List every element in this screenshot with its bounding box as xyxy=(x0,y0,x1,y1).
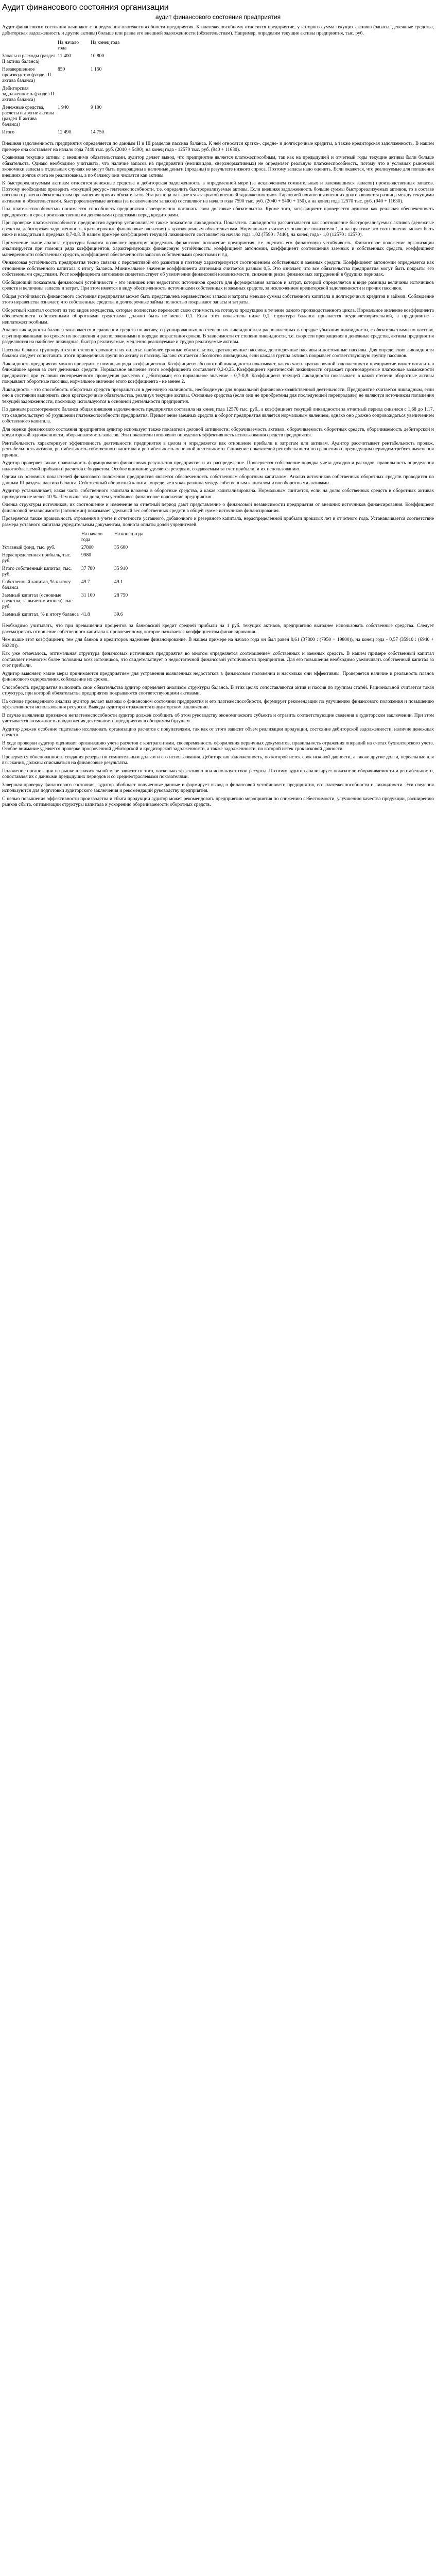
table-cell-end: 49.1 xyxy=(114,580,123,585)
paragraph: Для оценки финансового состояния предприятия аудитор использует также показатели деловой активности: оборачиваемость активов, оборачиваемость оборотных средств, оборачиваемость дебиторской и кредиторской задолженности, оборачиваемость запасов. Эти показатели позволяют определить эффективность использования средств предприятия. xyxy=(2,427,434,438)
table-row-label: Дебиторская задолженность (раздел II актива баланса) xyxy=(2,86,55,103)
paragraph: Внешняя задолженность предприятия определяется по данным II и III разделов пассива баланса. К ней относятся кратко-, средне- и долгосрочные кредиты, а также кредиторская задолженность. В нашем примере она составляет на начало года 7440 тыс. руб. (2040 + 5400), на конец года - 12570 тыс. руб. (940 + 11630). xyxy=(2,141,434,152)
table-cell-start: 41.8 xyxy=(81,612,90,617)
paragraph: В ходе проверки аудитор оценивает организацию учета расчетов с контрагентами, своевременность оформления первичных документов, правильность отражения операций на счетах бухгалтерского учета. Особое внимание уделяется проверке просроченной дебиторской и кредиторской задолженности, а также задолженности, по которой истек срок исковой давности. xyxy=(2,740,434,752)
table-row-label: Заемный капитал, % к итогу баланса xyxy=(2,612,79,617)
table-row xyxy=(2,612,152,619)
paragraph: Ликвидность - это способность оборотных средств превращаться в денежную наличность, необходимую для нормальной финансово-хозяйственной деятельности. Предприятие считается ликвидным, если оно в состоянии выполнять свои краткосрочные обязательства, реализуя текущие активы. Основные средства (если они не приобретены для последующей перепродажи) не являются источником погашения текущей задолженности, поскольку используются в основной деятельности предприятия. xyxy=(2,387,434,404)
table-header-end: На конец года xyxy=(91,40,120,45)
paragraph: Проверяется также правильность отражения в учете и отчетности уставного, добавочного и резервного капитала, нераспределенной прибыли прошлых лет и отчетного года. Устанавливается соответствие размера уставного капитала учредительным документам, полнота оплаты долей учредителей. xyxy=(2,516,434,528)
table-header-row xyxy=(2,531,152,545)
table-cell-end: 39.6 xyxy=(114,612,123,617)
table-cell-end: 14 750 xyxy=(91,130,104,135)
table-cell-start: 1 940 xyxy=(58,105,69,110)
table-row-label: Заемный капитал (основные средства, за вычетом износа), тыс. руб. xyxy=(2,593,74,609)
table-cell-start: 850 xyxy=(58,67,65,72)
table-row xyxy=(2,552,152,566)
table-row xyxy=(2,129,129,137)
paragraph: Применение выше анализа структуры баланса позволяет аудитору определить финансовое положение предприятия, т.е. оценить его финансовую устойчивость. Финансовое положение организации анализируется при помощи ряда коэффициентов, характеризующих финансовую устойчивость: коэффициент автономии, коэффициент соотношения заемных и собственных средств, коэффициент маневренности собственных средств, коэффициент обеспеченности запасов собственными средствами и т.д. xyxy=(2,240,434,258)
paragraph: Рентабельность характеризует эффективность деятельности предприятия в целом и определяется как отношение прибыли к затратам или активам. Аудитор рассчитывает рентабельность продаж, рентабельность активов, рентабельность собственного капитала и рентабельность основной деятельности. Снижение показателей рентабельности по сравнению с предыдущим периодом требует выяснения причин. xyxy=(2,440,434,458)
table-cell-end: 9 100 xyxy=(91,105,102,110)
table-cell-start: 37 780 xyxy=(81,566,95,571)
table-cell-end: 35 910 xyxy=(114,566,128,571)
table-row xyxy=(2,86,129,105)
capital-structure-table xyxy=(2,531,152,619)
table-header-row xyxy=(2,40,129,53)
paragraph: Одним из основных показателей финансового положения предприятия является обеспеченность собственным оборотным капиталом. Анализ источников собственных оборотных средств проводится по данным III раздела пассива баланса. Собственный оборотный капитал определяется как разница между собственным капиталом и внеоборотными активами. xyxy=(2,474,434,486)
paragraph: По данным рассмотренного баланса общая внешняя задолженность предприятия составила на конец года 12570 тыс. руб., а коэффициент текущей ликвидности за отчетный период снизился с 1,68 до 1,17, что свидетельствует об ухудшении платежеспособности предприятия. Привлечение заемных средств в оборот предприятия является нормальным явлением, однако оно должно сопровождаться увеличением собственного капитала. xyxy=(2,407,434,424)
table-row-label: Запасы и расходы (раздел II актива баланса) xyxy=(2,54,56,64)
table-cell-end: 10 800 xyxy=(91,54,104,59)
table-row xyxy=(2,592,152,612)
table-row-label: Незавершенное производство (раздел II актива баланса) xyxy=(2,67,51,83)
paragraph: Аудитор устанавливает, какая часть собственного капитала вложена в оборотные средства, а какая капитализирована. Нормальным считается, если на долю собственных средств в оборотных активах приходится не менее 10 %. Чем выше эта доля, тем устойчивее финансовое положение предприятия. xyxy=(2,488,434,500)
paragraph: С целью повышения эффективности производства и сбыта продукции аудитор может рекомендовать предприятию мероприятия по снижению себестоимости, улучшению качества продукции, расширению рынков сбыта, оптимизации структуры капитала и ускорению оборачиваемости оборотных средств. xyxy=(2,796,434,807)
table-header-start: На начало года xyxy=(81,532,102,543)
paragraph: Аудитор выясняет, какие меры принимаются предприятием для устранения выявленных недостатков в финансовом положении и насколько они эффективны. Проверяется наличие и реальность планов финансового оздоровления, соблюдение их сроков. xyxy=(2,671,434,682)
document-subtitle: аудит финансового состояния предприятия xyxy=(155,13,281,21)
table-cell-start xyxy=(58,86,91,105)
table-row-label: Итого xyxy=(2,130,15,135)
paragraph: Оценка структуры источников, их соотношение и изменение за отчетный период дают представление о финансовой независимости предприятия от внешних источников финансирования. Коэффициент финансовой независимости (автономии) показывает удельный вес собственных средств в общей сумме источников финансирования. xyxy=(2,502,434,514)
table-cell-start: 31 100 xyxy=(81,593,95,598)
current-assets-table xyxy=(2,40,129,137)
paragraph: Анализ ликвидности баланса заключается в сравнении средств по активу, сгруппированных по степени их ликвидности и расположенных в порядке убывания ликвидности, с обязательствами по пассиву, сгруппированными по срокам их погашения и расположенными в порядке возрастания сроков. В зависимости от степени ликвидности, т.е. скорости превращения в денежные средства, активы предприятия разделяются на наиболее ликвидные, быстро реализуемые, медленно реализуемые и трудно реализуемые активы. xyxy=(2,328,434,345)
table-cell-start: 49.7 xyxy=(81,580,90,585)
table-row xyxy=(2,105,129,129)
paragraph: Чем выше этот коэффициент, тем для банков и кредиторов надежнее финансирование. В нашем примере на начало года он был равен 0,61 (37800 : (7950 + 19800)), на конец года - 0,57 (35910 : (6940 + 56220)). xyxy=(2,637,434,649)
table-cell-end: 28 750 xyxy=(114,593,128,598)
body-section-3 xyxy=(2,623,434,808)
table-row-label: Итого собственный капитал, тыс. руб. xyxy=(2,566,72,577)
body-section-1 xyxy=(2,141,434,360)
table-row xyxy=(2,579,152,592)
paragraph: Проверяется обоснованность создания резерва по сомнительным долгам и его использования. Дебиторская задолженность, по которой истек срок исковой давности, а также другие долги, нереальные для взыскания, должны списываться на финансовые результаты. xyxy=(2,754,434,766)
table-row-label: Нераспределенная прибыль, тыс. руб. xyxy=(2,553,72,564)
paragraph: К быстрореализуемым активам относятся денежные средства и дебиторская задолженность в определенной мере (за исключением сомнительных и залежавшихся запасов) производственных запасов. Поэтому необходимо проверить «текущий ресурс» платежеспособности, т.е. определить быстрореализуемые активы. Если внешняя задолженность больше суммы быстрореализуемых активов, то в составе пассива отражена обязательствам превышения прочих обязательств. Эта разница называется «закрытой внешней задолженностью». Гарантией погашения внешних долгов является разница между текущими активами и обязательствами. Быстрореализуемые активы (за исключением запасов) составляют на начало года 7590 тыс. руб. (2040 + 5400 + 150), а на конец года 12570 тыс. руб. (940 + 11630). xyxy=(2,181,434,204)
table-row-label: Денежные средства, расчеты и другие активы (раздел II актива баланса) xyxy=(2,105,54,127)
body-section-2 xyxy=(2,362,434,529)
paragraph: Сравнивая текущие активы с внешними обязательствами, аудитор делает вывод, что предприятие является платежеспособным, так как на предыдущей и отчетный годы текущие активы были больше обязательств. Однако необходимо учитывать, что наличие запасов на предприятии (неликвидов, сверхнормативных) не определяет реальную платежеспособность, потому что в условиях рыночной экономики запасы в отдельных случаях не могут быть превращены в наличные деньги (проданы) в результате низкого спроса. Поэтому запасы надо оценить. Если окажется, что реализуемые для погашения внешних долгов счета не реализованы, а по балансу они числятся как активы. xyxy=(2,155,434,178)
table-row xyxy=(2,545,152,552)
paragraph: Оборотный капитал состоит из тех видов имущества, которые полностью переносят свою стоимость на готовую продукцию в течение одного производственного цикла. Нормальное значение коэффициента обеспеченности собственными оборотными средствами должно быть не менее 0,1. Если этот показатель ниже 0,1, структура баланса признается неудовлетворительной, а предприятие - неплатежеспособным. xyxy=(2,308,434,325)
table-cell-start: 12 490 xyxy=(58,130,72,135)
table-cell-end: 35 600 xyxy=(114,545,128,550)
table-row xyxy=(2,53,129,66)
paragraph: Аудитор проверяет также правильность формирования финансовых результатов предприятия и их распределение. Проверяется соблюдение порядка учета доходов и расходов, правильность определения налогооблагаемой прибыли и расчетов с бюджетом. Особое внимание уделяется резервам, создаваемым за счет прибыли, и их использованию. xyxy=(2,461,434,472)
table-cell-start: 9980 xyxy=(81,553,91,558)
paragraph: Пассивы баланса группируются по степени срочности их оплаты: наиболее срочные обязательства, краткосрочные пассивы, долгосрочные пассивы и постоянные пассивы. Для определения ликвидности баланса следует сопоставить итоги приведенных групп по активу и пассиву. Баланс считается абсолютно ликвидным, если каждая группа активов покрывает соответствующую группу пассивов. xyxy=(2,347,434,359)
paragraph: Аудитор должен особенно тщательно исследовать организацию расчетов с покупателями, так как от этого зависит объем реализации продукции, состояние дебиторской задолженности, наличие денежных средств. xyxy=(2,726,434,738)
table-row xyxy=(2,66,129,86)
paragraph: На основе проведенного анализа аудитор делает выводы о финансовом состоянии предприятия и его платежеспособности, формирует рекомендации по улучшению финансового положения и повышению эффективности использования ресурсов. Выводы аудитора отражаются в аудиторском заключении. xyxy=(2,699,434,710)
table-header-end: На конец года xyxy=(114,532,144,537)
table-cell-end: 1 150 xyxy=(91,67,102,72)
paragraph: Положение организации на рынке в значительной мере зависит от того, насколько эффективно она использует свои ресурсы. Поэтому аудитор анализирует показатели оборачиваемости и рентабельности, сопоставляя их с данными предыдущих периодов и со среднеотраслевыми показателями. xyxy=(2,768,434,779)
paragraph: Обобщающий показатель финансовой устойчивости - это излишек или недостаток источников средств для формирования запасов и затрат, который определяется в виде разницы величины источников средств и величины запасов и затрат. При этом имеется в виду обеспеченность источниками собственных и заемных средств, за исключением кредиторской задолженности и прочих пассивов. xyxy=(2,280,434,291)
table-row xyxy=(2,566,152,579)
paragraph: В случае выявления признаков неплатежеспособности аудитор должен сообщить об этом руководству экономического субъекта и отразить соответствующие сведения в аудиторском заключении. При этом учитывается возможность продолжения деятельности предприятия в обозримом будущем. xyxy=(2,713,434,724)
document-title: Аудит финансового состояния организации xyxy=(2,3,169,12)
paragraph: Завершая проверку финансового состояния, аудитор обобщает полученные данные и формирует вывод о финансовой устойчивости предприятия, его платежеспособности и ликвидности. Эти сведения используются для подготовки аудиторского заключения и рекомендаций руководству предприятия. xyxy=(2,782,434,793)
table-row-label: Собственный капитал, % к итогу баланса xyxy=(2,580,71,590)
paragraph: При проверке платежеспособности предприятия аудитор устанавливает также показатели ликвидности. Показатель ликвидности рассчитывается как соотношение быстрореализуемых активов (денежные средства, дебиторская задолженность, краткосрочные финансовые вложения) к краткосрочным обязательствам. Нормальным считается значение показателя 1, а на практике это соотношение может быть ниже и находиться в пределах 0,7-0,8. В нашем примере коэффициент текущей ликвидности составляет на начало года 1,02 (7590 : 7440), на конец года - 1,0 (12570 : 12570). xyxy=(2,221,434,238)
paragraph: Общая устойчивость финансового состояния предприятия может быть представлена неравенством: запасы и затраты меньше суммы собственного капитала и долгосрочных кредитов и займов. Соблюдение этого неравенства означает, что собственные средства и долгосрочные займы полностью покрывают запасы и затраты. xyxy=(2,294,434,305)
intro-section xyxy=(2,25,434,37)
paragraph: Способность предприятия выполнять свои обязательства аудитор определяет анализом структуры баланса. В этих целях сопоставляются актив и пассив по группам статей. Рациональной считается такая структура, при которой обязательства предприятия покрываются соответствующими активами. xyxy=(2,685,434,696)
paragraph: Под платежеспособностью понимается способность предприятия своевременно погашать свои долговые обязательства. Кроме того, коэффициент проверяется аудитом как реальная обеспеченность предприятия в срок производственными денежными средствами перед кредиторами. xyxy=(2,207,434,218)
paragraph: Ликвидность предприятия можно проверить с помощью ряда коэффициентов. Коэффициент абсолютной ликвидности показывает, какую часть краткосрочной задолженности предприятие может погасить в ближайшее время за счет денежных средств. Нормальное значение этого коэффициента составляет 0,2-0,25. Коэффициент критической ликвидности отражает прогнозируемые платежные возможности предприятия при условии своевременного проведения расчетов с дебиторами; его нормальное значение - 0,7-0,8. Коэффициент текущей ликвидности показывает, в какой степени оборотные активы покрывают оборотные пассивы, нормальное значение этого коэффициента - не менее 2. xyxy=(2,361,434,384)
table-cell-start: 27800 xyxy=(81,545,94,550)
paragraph: Аудит финансового состояния начинают с определения платежеспособности предприятия. К платежеспособному относится предприятие, у которого сумма текущих активов (запасы, денежные средства, дебиторская задолженность и другие активы) больше или равна его внешней задолженности (обязательствам). Например, определим текущие активы предприятия, тыс. руб. xyxy=(2,25,434,36)
table-cell-end xyxy=(114,552,152,566)
table-header-start: На начало года xyxy=(58,40,79,51)
table-cell-start: 11 400 xyxy=(58,54,71,59)
table-row-label: Уставный фонд, тыс. руб. xyxy=(2,545,56,550)
paragraph: Необходимо учитывать, что при превышении процентов за банковский кредит средней прибыли на 1 руб. текущих активов, предприятию выгоднее использовать собственные средства. Следует рассматривать отношение собственного капитала к привлеченному, которое называется коэффициентом финансирования. xyxy=(2,623,434,635)
paragraph: Как уже отмечалось, оптимальная структура финансовых источников предприятия во многом определяется соотношением собственных и заемных средств. В нашем примере собственный капитал составляет немногим более половины всех источников, что свидетельствует о недостаточной финансовой устойчивости предприятия. Для его повышения необходимо увеличивать собственный капитал за счет прибыли. xyxy=(2,651,434,668)
paragraph: Финансовая устойчивость предприятия тесно связана с перспективой его развития и поэтому характеризуется соотношением собственных и заемных средств. Коэффициент автономии определяется как отношение собственного капитала к итогу баланса. Минимальное значение коэффициента автономии считается равным 0,5. Это означает, что все обязательства предприятия могут быть покрыты его собственными средствами. Рост коэффициента автономии свидетельствует об увеличении финансовой независимости, снижении риска финансовых затруднений в будущих периодах. xyxy=(2,260,434,277)
table-cell-end xyxy=(91,86,129,105)
